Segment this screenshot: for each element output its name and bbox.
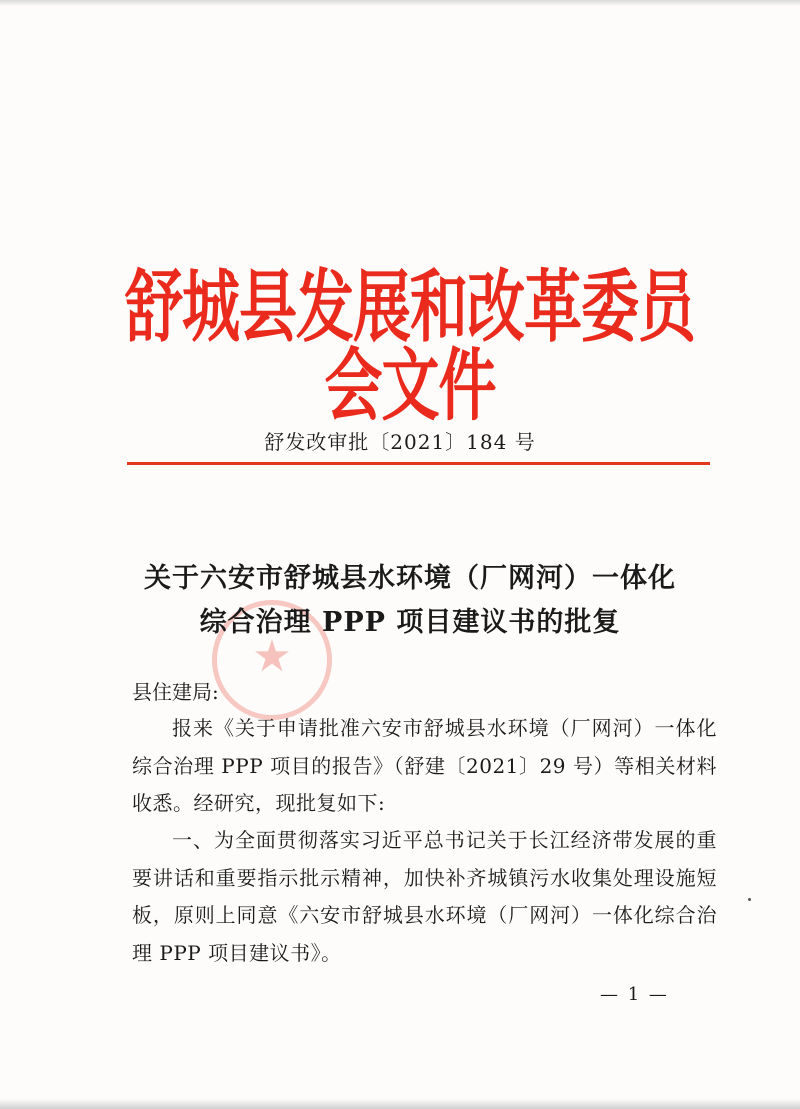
subject-title-line-1: 关于六安市舒城县水环境（厂网河）一体化 (144, 563, 676, 594)
red-divider-rule (127, 462, 710, 465)
scan-edge-top (0, 0, 800, 6)
scan-speck (748, 898, 751, 901)
subject-title-line-2: 综合治理 PPP 项目建议书的批复 (199, 607, 621, 638)
issuer-header-title: 舒城县发展和改革委员会文件 (124, 261, 695, 432)
scan-edge-bottom (0, 1099, 800, 1109)
body-paragraph-2: 一、为全面贯彻落实习近平总书记关于长江经济带发展的重要讲话和重要指示批示精神，加快补齐城镇污水收集处理设施短板，原则上同意《六安市舒城县水环境（厂网河）一体化综合治理 PPP 项目建议书》。 (132, 828, 717, 965)
salutation: 县住建局: (132, 680, 219, 704)
body-paragraph-1: 报来《关于申请批准六安市舒城县水环境（厂网河）一体化综合治理 PPP 项目的报告》（舒建〔2021〕29 号）等相关材料收悉。经研究，现批复如下: (132, 716, 717, 815)
seal-star-icon: ★ (252, 631, 292, 682)
document-number: 舒发改审批〔2021〕184 号 (264, 430, 536, 454)
page-number: — 1 — (600, 984, 669, 1005)
